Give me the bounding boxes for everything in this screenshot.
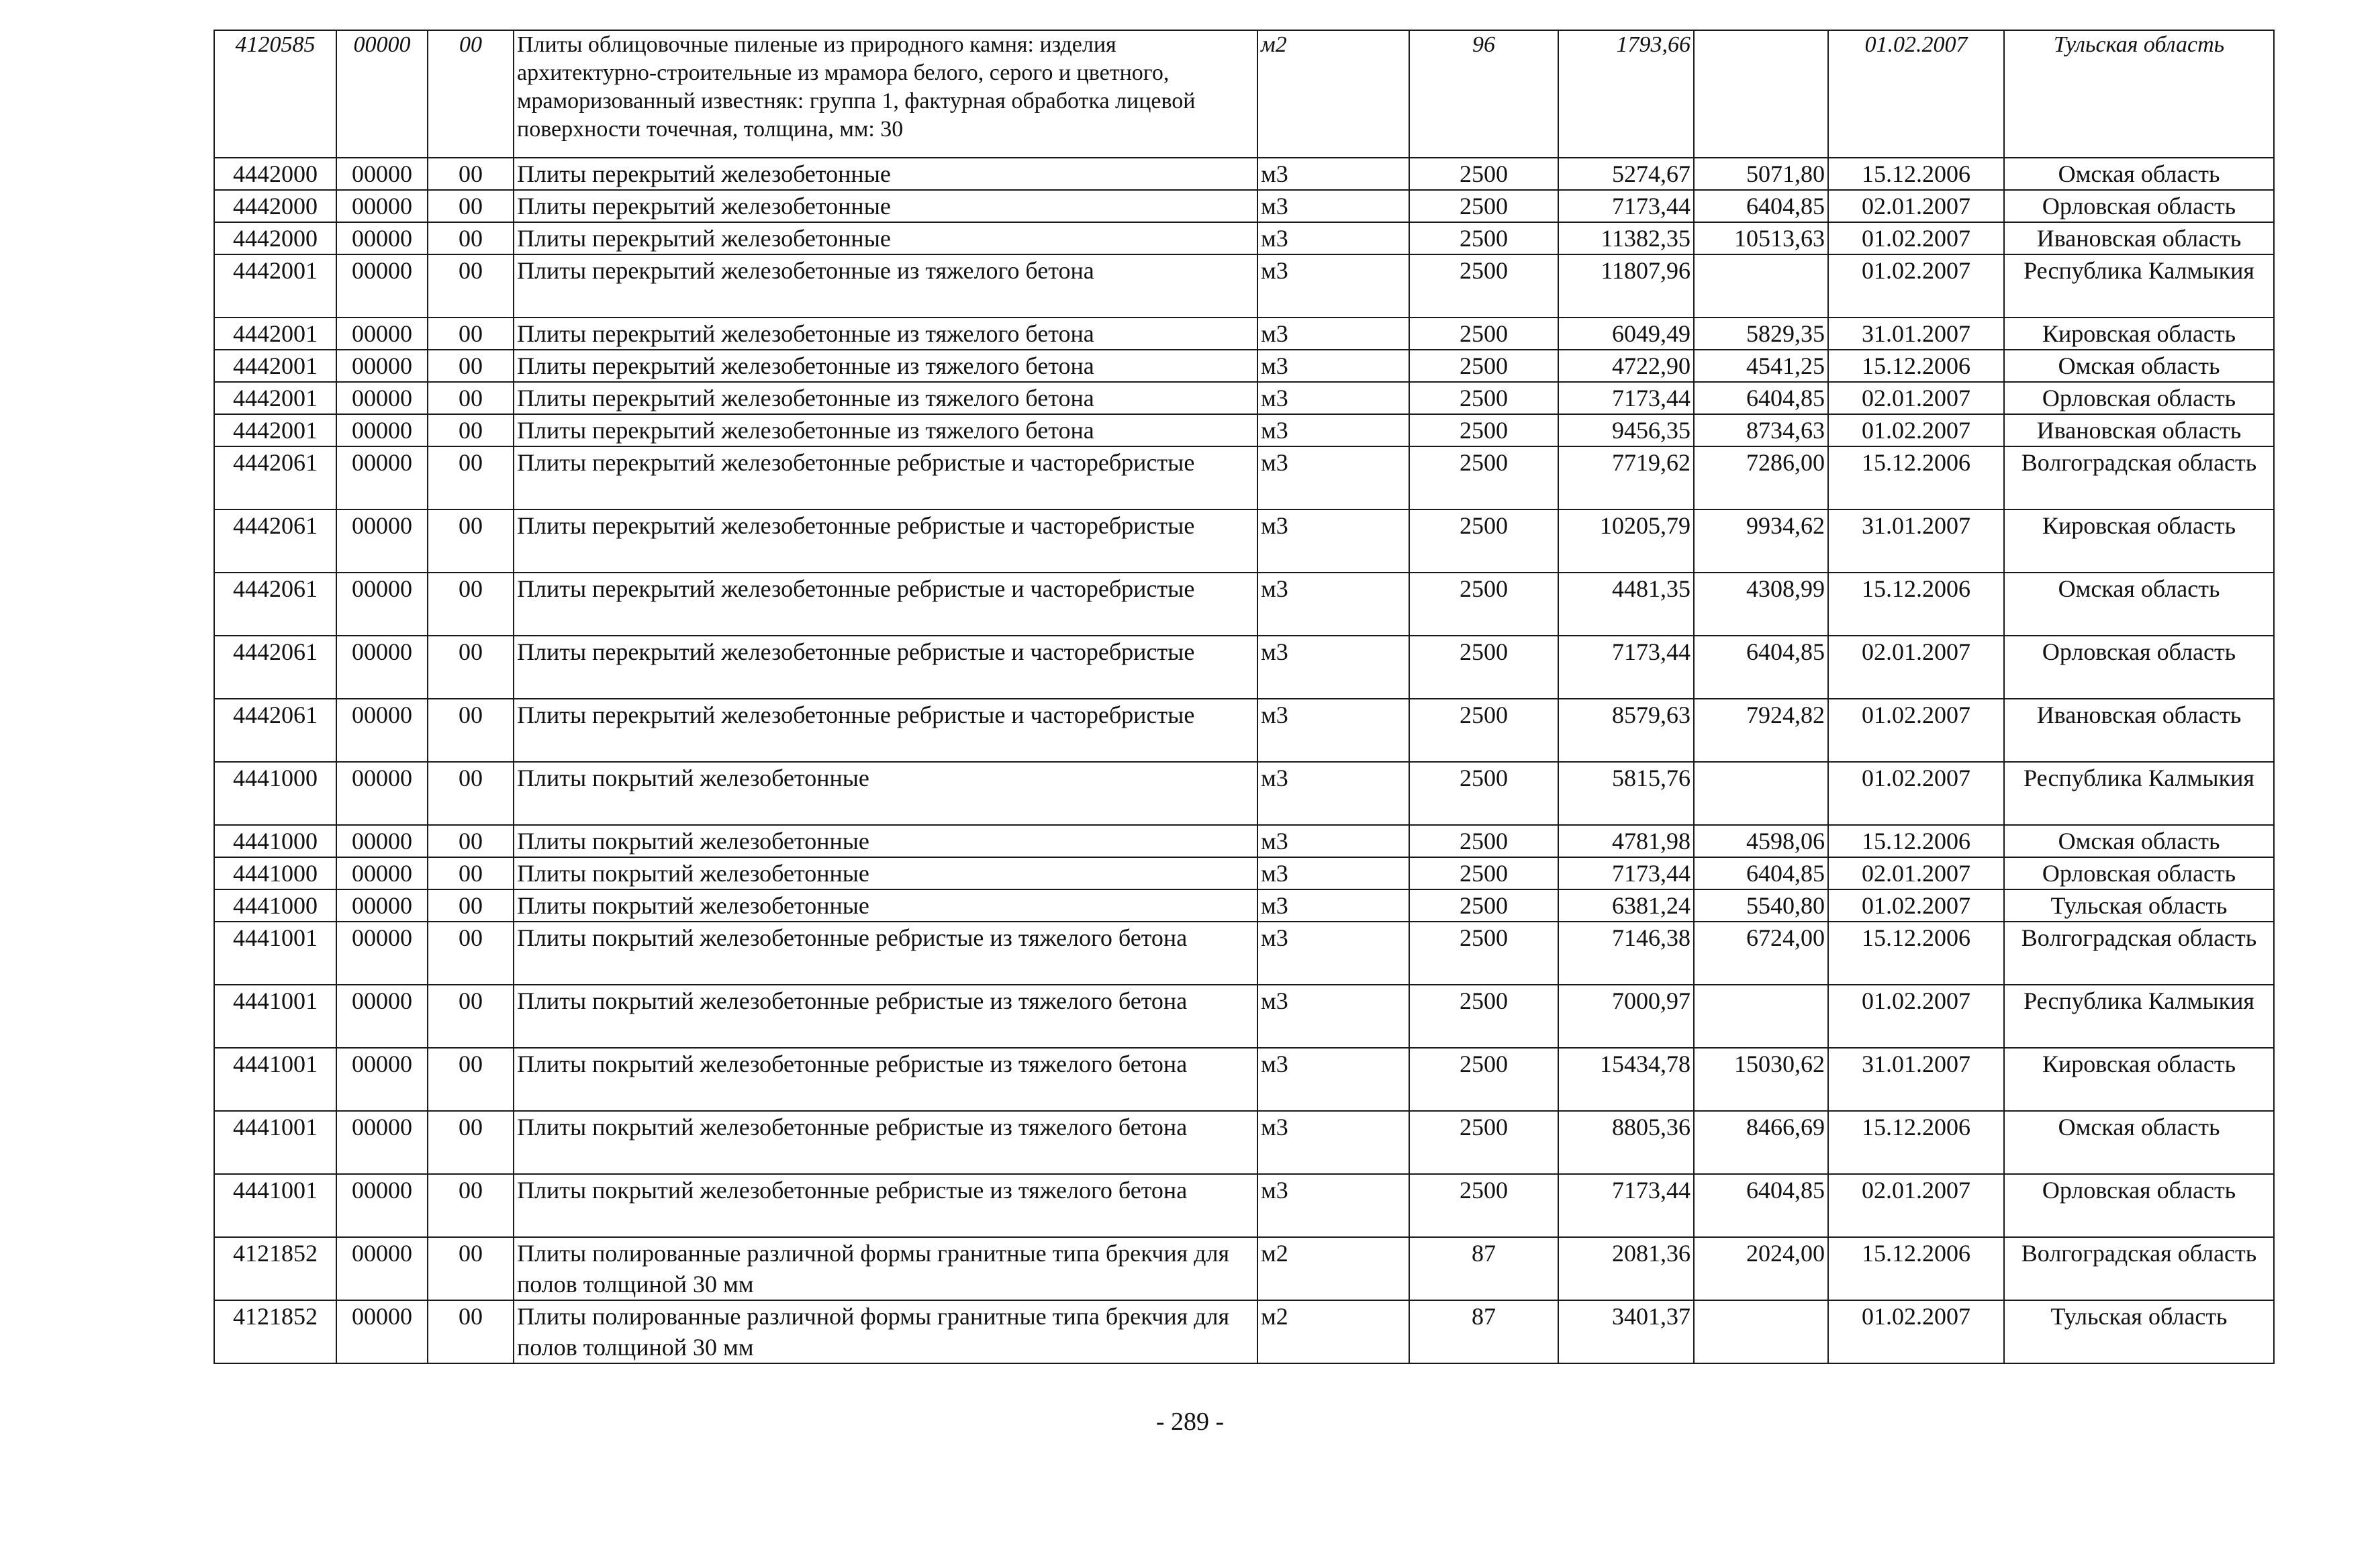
price-table [213,30,2275,1364]
cell-code: 4441001 [214,1174,336,1237]
table-row [214,318,2274,350]
table-row [214,1048,2274,1111]
cell-date: 02.01.2007 [1828,382,2004,414]
cell-subcode: 00000 [336,1174,428,1237]
cell-subcode: 00000 [336,1300,428,1363]
cell-region: Тульская область [2004,30,2274,158]
cell-variant: 00 [428,158,514,190]
cell-unit: м3 [1257,762,1409,825]
cell-date: 15.12.2006 [1828,825,2004,857]
table-body [214,30,2274,1363]
cell-date: 02.01.2007 [1828,1174,2004,1237]
cell-density: 2500 [1409,222,1558,254]
cell-price-excl: 9934,62 [1694,509,1828,573]
cell-variant: 00 [428,825,514,857]
cell-unit: м3 [1257,1111,1409,1174]
cell-name: Плиты полированные различной формы гранитные типа брекчия для полов толщиной 30 мм [514,1300,1257,1363]
cell-unit: м3 [1257,509,1409,573]
cell-name: Плиты покрытий железобетонные ребристые из тяжелого бетона [514,1048,1257,1111]
cell-price-excl [1694,254,1828,318]
cell-density: 87 [1409,1237,1558,1300]
cell-density: 2500 [1409,889,1558,922]
cell-region: Волгоградская область [2004,1237,2274,1300]
cell-unit: м2 [1257,1300,1409,1363]
cell-unit: м2 [1257,30,1409,158]
table-row [214,446,2274,509]
cell-subcode: 00000 [336,30,428,158]
cell-date: 15.12.2006 [1828,158,2004,190]
cell-price-excl [1694,30,1828,158]
cell-code: 4442001 [214,414,336,446]
cell-price: 4481,35 [1558,573,1694,636]
cell-date: 31.01.2007 [1828,1048,2004,1111]
table-row [214,1174,2274,1237]
cell-region: Республика Калмыкия [2004,762,2274,825]
cell-price: 7146,38 [1558,922,1694,985]
cell-variant: 00 [428,573,514,636]
cell-price: 4781,98 [1558,825,1694,857]
cell-name: Плиты покрытий железобетонные ребристые из тяжелого бетона [514,1174,1257,1237]
cell-price-excl: 6404,85 [1694,1174,1828,1237]
cell-unit: м3 [1257,446,1409,509]
cell-name: Плиты перекрытий железобетонные из тяжелого бетона [514,254,1257,318]
cell-variant: 00 [428,1300,514,1363]
cell-price-excl: 8466,69 [1694,1111,1828,1174]
cell-subcode: 00000 [336,446,428,509]
cell-density: 2500 [1409,573,1558,636]
cell-price: 5815,76 [1558,762,1694,825]
cell-date: 02.01.2007 [1828,190,2004,222]
cell-variant: 00 [428,1237,514,1300]
cell-code: 4120585 [214,30,336,158]
cell-price-excl: 4541,25 [1694,350,1828,382]
cell-code: 4441000 [214,825,336,857]
table-row [214,509,2274,573]
cell-subcode: 00000 [336,573,428,636]
cell-region: Орловская область [2004,382,2274,414]
cell-name: Плиты покрытий железобетонные [514,825,1257,857]
cell-variant: 00 [428,446,514,509]
cell-code: 4442001 [214,382,336,414]
table-row [214,825,2274,857]
cell-region: Омская область [2004,573,2274,636]
table-row [214,857,2274,889]
cell-subcode: 00000 [336,699,428,762]
cell-price-excl: 4308,99 [1694,573,1828,636]
cell-density: 2500 [1409,857,1558,889]
cell-name: Плиты перекрытий железобетонные ребристые и часторебристые [514,446,1257,509]
cell-variant: 00 [428,1111,514,1174]
cell-density: 2500 [1409,1048,1558,1111]
cell-price-excl: 6404,85 [1694,857,1828,889]
table-row [214,889,2274,922]
cell-region: Республика Калмыкия [2004,985,2274,1048]
table-row [214,985,2274,1048]
cell-subcode: 00000 [336,318,428,350]
cell-code: 4442061 [214,446,336,509]
cell-unit: м3 [1257,922,1409,985]
cell-region: Кировская область [2004,1048,2274,1111]
cell-price: 9456,35 [1558,414,1694,446]
table-row [214,699,2274,762]
cell-name: Плиты перекрытий железобетонные ребристые и часторебристые [514,699,1257,762]
cell-region: Кировская область [2004,509,2274,573]
cell-code: 4441001 [214,922,336,985]
cell-name: Плиты перекрытий железобетонные из тяжелого бетона [514,350,1257,382]
cell-price-excl: 6404,85 [1694,190,1828,222]
cell-subcode: 00000 [336,857,428,889]
cell-unit: м3 [1257,190,1409,222]
cell-date: 01.02.2007 [1828,762,2004,825]
cell-price: 6381,24 [1558,889,1694,922]
cell-date: 01.02.2007 [1828,1300,2004,1363]
table-row [214,254,2274,318]
table-row [214,158,2274,190]
cell-date: 02.01.2007 [1828,636,2004,699]
table-row [214,1237,2274,1300]
cell-price: 15434,78 [1558,1048,1694,1111]
cell-unit: м3 [1257,573,1409,636]
cell-density: 2500 [1409,158,1558,190]
cell-variant: 00 [428,414,514,446]
cell-name: Плиты перекрытий железобетонные из тяжелого бетона [514,382,1257,414]
cell-code: 4441000 [214,857,336,889]
table-row [214,414,2274,446]
cell-subcode: 00000 [336,158,428,190]
cell-density: 2500 [1409,190,1558,222]
cell-subcode: 00000 [336,509,428,573]
cell-code: 4442001 [214,254,336,318]
cell-subcode: 00000 [336,190,428,222]
cell-name: Плиты покрытий железобетонные ребристые из тяжелого бетона [514,985,1257,1048]
cell-subcode: 00000 [336,889,428,922]
cell-region: Омская область [2004,158,2274,190]
cell-unit: м3 [1257,636,1409,699]
cell-subcode: 00000 [336,222,428,254]
cell-date: 01.02.2007 [1828,30,2004,158]
cell-price-excl: 5829,35 [1694,318,1828,350]
cell-unit: м3 [1257,382,1409,414]
cell-variant: 00 [428,509,514,573]
cell-subcode: 00000 [336,825,428,857]
cell-variant: 00 [428,889,514,922]
cell-density: 2500 [1409,985,1558,1048]
cell-code: 4121852 [214,1300,336,1363]
cell-variant: 00 [428,382,514,414]
cell-subcode: 00000 [336,1111,428,1174]
table-row [214,1300,2274,1363]
cell-code: 4441001 [214,985,336,1048]
cell-density: 2500 [1409,762,1558,825]
cell-price-excl: 6724,00 [1694,922,1828,985]
cell-region: Тульская область [2004,889,2274,922]
cell-region: Омская область [2004,1111,2274,1174]
cell-density: 2500 [1409,636,1558,699]
cell-region: Орловская область [2004,636,2274,699]
cell-code: 4442000 [214,190,336,222]
table-row [214,382,2274,414]
cell-density: 2500 [1409,825,1558,857]
cell-variant: 00 [428,699,514,762]
cell-date: 01.02.2007 [1828,889,2004,922]
cell-density: 96 [1409,30,1558,158]
cell-unit: м2 [1257,1237,1409,1300]
cell-variant: 00 [428,857,514,889]
table-row [214,762,2274,825]
cell-subcode: 00000 [336,985,428,1048]
cell-price-excl: 6404,85 [1694,382,1828,414]
cell-price-excl: 6404,85 [1694,636,1828,699]
cell-date: 01.02.2007 [1828,985,2004,1048]
cell-price: 3401,37 [1558,1300,1694,1363]
cell-variant: 00 [428,636,514,699]
cell-price: 7173,44 [1558,857,1694,889]
cell-unit: м3 [1257,889,1409,922]
table-row [214,190,2274,222]
cell-name: Плиты покрытий железобетонные [514,857,1257,889]
cell-density: 87 [1409,1300,1558,1363]
cell-name: Плиты покрытий железобетонные [514,889,1257,922]
cell-price: 10205,79 [1558,509,1694,573]
cell-region: Ивановская область [2004,222,2274,254]
cell-variant: 00 [428,350,514,382]
cell-name: Плиты покрытий железобетонные [514,762,1257,825]
cell-price: 5274,67 [1558,158,1694,190]
cell-unit: м3 [1257,318,1409,350]
cell-variant: 00 [428,1048,514,1111]
cell-price-excl: 4598,06 [1694,825,1828,857]
cell-unit: м3 [1257,414,1409,446]
cell-price-excl [1694,762,1828,825]
cell-subcode: 00000 [336,762,428,825]
cell-name: Плиты перекрытий железобетонные ребристые и часторебристые [514,573,1257,636]
cell-date: 15.12.2006 [1828,1237,2004,1300]
cell-density: 2500 [1409,382,1558,414]
cell-unit: м3 [1257,699,1409,762]
cell-code: 4442061 [214,509,336,573]
cell-region: Орловская область [2004,857,2274,889]
table-row [214,922,2274,985]
cell-price-excl [1694,1300,1828,1363]
cell-date: 01.02.2007 [1828,222,2004,254]
cell-region: Орловская область [2004,1174,2274,1237]
cell-variant: 00 [428,318,514,350]
cell-region: Ивановская область [2004,414,2274,446]
table-row [214,573,2274,636]
cell-region: Ивановская область [2004,699,2274,762]
cell-unit: м3 [1257,254,1409,318]
cell-density: 2500 [1409,318,1558,350]
cell-unit: м3 [1257,857,1409,889]
cell-price: 11807,96 [1558,254,1694,318]
table-row [214,350,2274,382]
cell-price: 7000,97 [1558,985,1694,1048]
cell-code: 4441001 [214,1048,336,1111]
cell-unit: м3 [1257,825,1409,857]
cell-price: 7173,44 [1558,1174,1694,1237]
cell-variant: 00 [428,30,514,158]
cell-price-excl: 5071,80 [1694,158,1828,190]
cell-subcode: 00000 [336,1237,428,1300]
cell-unit: м3 [1257,350,1409,382]
cell-price: 2081,36 [1558,1237,1694,1300]
cell-name: Плиты перекрытий железобетонные из тяжелого бетона [514,414,1257,446]
cell-variant: 00 [428,1174,514,1237]
cell-price: 7173,44 [1558,636,1694,699]
cell-unit: м3 [1257,1048,1409,1111]
cell-variant: 00 [428,922,514,985]
cell-name: Плиты перекрытий железобетонные [514,222,1257,254]
cell-price: 7719,62 [1558,446,1694,509]
cell-code: 4442061 [214,636,336,699]
cell-price-excl: 2024,00 [1694,1237,1828,1300]
cell-date: 15.12.2006 [1828,1111,2004,1174]
cell-price-excl: 15030,62 [1694,1048,1828,1111]
cell-price: 8805,36 [1558,1111,1694,1174]
cell-unit: м3 [1257,158,1409,190]
cell-code: 4442001 [214,350,336,382]
cell-region: Орловская область [2004,190,2274,222]
cell-name: Плиты перекрытий железобетонные из тяжелого бетона [514,318,1257,350]
cell-unit: м3 [1257,985,1409,1048]
cell-code: 4442061 [214,573,336,636]
cell-subcode: 00000 [336,922,428,985]
cell-date: 15.12.2006 [1828,922,2004,985]
cell-price: 6049,49 [1558,318,1694,350]
cell-code: 4441000 [214,762,336,825]
cell-price-excl: 5540,80 [1694,889,1828,922]
cell-date: 15.12.2006 [1828,446,2004,509]
cell-name: Плиты полированные различной формы гранитные типа брекчия для полов толщиной 30 мм [514,1237,1257,1300]
cell-date: 31.01.2007 [1828,318,2004,350]
cell-price-excl: 8734,63 [1694,414,1828,446]
cell-date: 01.02.2007 [1828,254,2004,318]
cell-region: Республика Калмыкия [2004,254,2274,318]
cell-code: 4442000 [214,158,336,190]
cell-density: 2500 [1409,350,1558,382]
cell-price-excl: 10513,63 [1694,222,1828,254]
cell-price: 1793,66 [1558,30,1694,158]
cell-region: Тульская область [2004,1300,2274,1363]
cell-region: Кировская область [2004,318,2274,350]
cell-date: 15.12.2006 [1828,573,2004,636]
table-row [214,222,2274,254]
cell-subcode: 00000 [336,254,428,318]
cell-code: 4441000 [214,889,336,922]
cell-subcode: 00000 [336,414,428,446]
cell-code: 4442000 [214,222,336,254]
cell-subcode: 00000 [336,350,428,382]
cell-subcode: 00000 [336,1048,428,1111]
cell-date: 31.01.2007 [1828,509,2004,573]
cell-price-excl [1694,985,1828,1048]
cell-variant: 00 [428,254,514,318]
table-row [214,1111,2274,1174]
cell-density: 2500 [1409,509,1558,573]
table-row [214,30,2274,158]
cell-density: 2500 [1409,1111,1558,1174]
cell-date: 01.02.2007 [1828,414,2004,446]
cell-date: 02.01.2007 [1828,857,2004,889]
cell-density: 2500 [1409,1174,1558,1237]
cell-subcode: 00000 [336,636,428,699]
cell-code: 4442001 [214,318,336,350]
cell-region: Волгоградская область [2004,446,2274,509]
cell-price: 7173,44 [1558,190,1694,222]
cell-variant: 00 [428,762,514,825]
cell-name: Плиты облицовочные пиленые из природного камня: изделия архитектурно-строительные из мрамора белого, серого и цветного, мраморизованный известняк: группа 1, фактурная обработка лицевой поверхности точечная, толщина, мм: 30 [514,30,1257,158]
cell-price: 8579,63 [1558,699,1694,762]
cell-price: 11382,35 [1558,222,1694,254]
cell-density: 2500 [1409,699,1558,762]
cell-price-excl: 7286,00 [1694,446,1828,509]
cell-date: 01.02.2007 [1828,699,2004,762]
cell-name: Плиты перекрытий железобетонные ребристые и часторебристые [514,636,1257,699]
cell-density: 2500 [1409,254,1558,318]
cell-code: 4442061 [214,699,336,762]
cell-unit: м3 [1257,1174,1409,1237]
cell-subcode: 00000 [336,382,428,414]
page-number: - 289 - [1155,1408,1225,1436]
cell-region: Омская область [2004,825,2274,857]
cell-variant: 00 [428,190,514,222]
cell-code: 4121852 [214,1237,336,1300]
cell-variant: 00 [428,222,514,254]
cell-price: 7173,44 [1558,382,1694,414]
cell-density: 2500 [1409,446,1558,509]
cell-region: Омская область [2004,350,2274,382]
cell-name: Плиты перекрытий железобетонные ребристые и часторебристые [514,509,1257,573]
cell-unit: м3 [1257,222,1409,254]
cell-density: 2500 [1409,414,1558,446]
cell-density: 2500 [1409,922,1558,985]
cell-price: 4722,90 [1558,350,1694,382]
cell-name: Плиты покрытий железобетонные ребристые из тяжелого бетона [514,922,1257,985]
table-row [214,636,2274,699]
cell-date: 15.12.2006 [1828,350,2004,382]
cell-name: Плиты перекрытий железобетонные [514,158,1257,190]
cell-price-excl: 7924,82 [1694,699,1828,762]
cell-name: Плиты перекрытий железобетонные [514,190,1257,222]
cell-code: 4441001 [214,1111,336,1174]
cell-variant: 00 [428,985,514,1048]
cell-name: Плиты покрытий железобетонные ребристые из тяжелого бетона [514,1111,1257,1174]
cell-region: Волгоградская область [2004,922,2274,985]
